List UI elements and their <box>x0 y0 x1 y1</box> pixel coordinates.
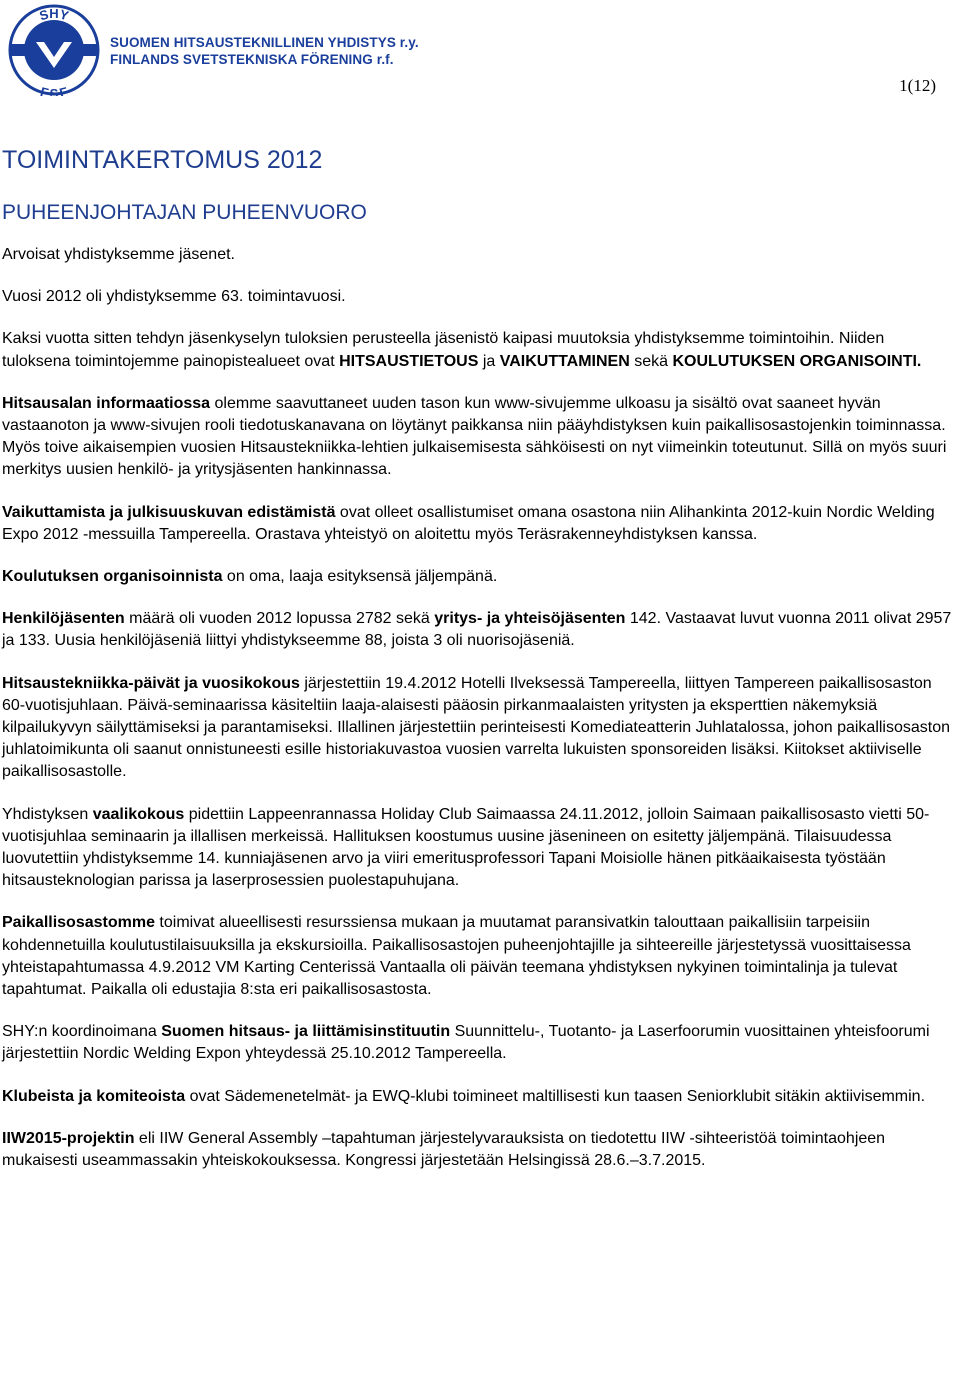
body-text: on oma, laaja esityksensä jäljempänä. <box>222 568 498 586</box>
body-text: eli IIW General Assembly –tapahtuman järjestelyvarauksista on tiedotettu IIW -sihteeristöä toimintaohjeen mukaisesti useammassakin yhteiskokouksessa. Kongressi järjestetään Helsingissä 28.6.–3.7.2015. <box>2 1129 886 1170</box>
body-text: Yhdistyksen <box>2 805 93 823</box>
bold-text: VAIKUTTAMINEN <box>499 352 630 370</box>
logo-top-text: SHY <box>37 6 71 24</box>
paragraph-survey <box>0 328 952 372</box>
org-name-finnish: SUOMEN HITSAUSTEKNILLINEN YHDISTYS r.y. <box>110 35 419 50</box>
page-number: 1(12) <box>899 76 936 95</box>
paragraph-members <box>0 608 952 652</box>
bold-text: vaalikokous <box>92 805 185 823</box>
organization-names <box>110 34 419 68</box>
body-text: Suunnittelu-, Tuotanto- ja Laserfoorumin vuosittainen yhteisfoorumi järjestettiin Nordic Welding Expon yhteydessä 25.10.2012 Tampereella. <box>2 1023 930 1063</box>
paragraph-information <box>0 393 952 482</box>
document-title: TOIMINTAKERTOMUS 2012 <box>2 146 323 174</box>
paragraph-list <box>0 244 952 1172</box>
bold-text: HITSAUSTIETOUS <box>339 352 479 370</box>
paragraph-local <box>0 912 952 1001</box>
body-text: 142. Vastaavat luvut vuonna 2011 olivat 2957 ja 133. Uusia henkilöjäseniä liittyi yhdistykseemme 88, joista 3 oli nuorisojäseniä. <box>2 610 952 650</box>
paragraph-days <box>0 673 952 784</box>
paragraph-greeting <box>0 244 952 266</box>
section-title: PUHEENJOHTAJAN PUHEENVUORO <box>2 201 367 224</box>
paragraph-election <box>0 804 952 893</box>
bold-text: Henkilöjäsenten <box>2 610 125 628</box>
paragraph-clubs <box>0 1086 952 1108</box>
svg-text:SHY <box>38 6 71 23</box>
bold-text: KOULUTUKSEN ORGANISOINTI. <box>672 352 922 370</box>
body-text: ja <box>478 352 500 370</box>
bold-text: Vaikuttamista ja julkisuuskuvan edistämistä <box>2 503 336 521</box>
bold-text: Paikallisosastomme <box>2 914 155 932</box>
paragraph-influence <box>0 502 952 546</box>
shy-logo-emblem <box>8 4 100 96</box>
body-text: määrä oli vuoden 2012 lopussa 2782 sekä <box>124 610 435 628</box>
body-text: pidettiin Lappeenrannassa Holiday Club Saimaassa 24.11.2012, jolloin Saimaan paikallisosasto vietti 50-vuotisjuhlaa seminaarin ja illallisen merkeissä. Hallituksen koostumus uusine jäsenineen on esitetty jäljempänä. Tilaisuudessa luovutettiin yhdistyksemme 14. kunniajäsenen arvo ja viiri emeritusprofessori Tapani Moisiolle hänen pitkäaikaisesta työstään hitsausteknologian parissa ja laserprosessien puolestapuhujana. <box>2 805 930 890</box>
org-name-swedish: FINLANDS SVETSTEKNISKA FÖRENING r.f. <box>110 52 394 67</box>
paragraph-year <box>0 286 952 308</box>
body-text: Vuosi 2012 oli yhdistyksemme 63. toimintavuosi. <box>2 288 346 306</box>
body-text: Arvoisat yhdistyksemme jäsenet. <box>2 246 235 263</box>
body-text: olemme saavuttaneet uuden tason kun www-sivujemme ulkoasu ja sisältö ovat saaneet hyvän vastaanoton ja www-sivujen rooli tiedotuskanavana on löytänyt paikkansa niin pääyhdistyksen kuin paikallisosastojenkin toiminnassa. Myös toive aikaisempien vuosien Hitsaustekniikka-lehtien julkaisemisesta sähköisesti on nyt viimeinkin toteutunut. Sillä on myös suuri merkitys uusien henkilö- ja yritysjäsenten hankinnassa. <box>2 394 947 479</box>
bold-text: Hitsausalan informaatiossa <box>2 394 211 412</box>
logo-bottom-text: FSF <box>38 84 70 96</box>
paragraph-coordination <box>0 1021 952 1065</box>
body-text: toimivat alueellisesti resurssiensa mukaan ja muutamat paransivatkin talouttaan paikallisiin tarpeisiin kohdennetuilla koulutustilaisuuksilla ja ekskursioilla. Paikallisosastojen puheenjohtajille ja sihteereille järjestetyssä vuosittaisessa yhteistapahtumassa 4.9.2012 VM Karting Centerissä Vantaalla oli päivän teemana yhdistyksen nykyinen toimintalinja ja tulevat tapahtumat. Paikalla oli edustajia 8:sta eri paikallisosastosta. <box>2 914 911 999</box>
bold-text: IIW2015-projektin <box>2 1129 135 1147</box>
body-text: sekä <box>629 352 673 370</box>
body-text: järjestettiin 19.4.2012 Hotelli Ilveksessä Tampereella, liittyen Tampereen paikallisosaston 60-vuotisjuhlaan. Päivä-seminaarissa käsiteltiin laaja-alaisesti pääosin pirkanmaalaisten yritysten ja eksperttien näkemyksiä kilpailukyvyn säilyttämiseksi ja parantamiseksi. Illallinen järjestettiin perinteisesti Komediateatterin Juhlatalossa, johon paikallisosaston juhlatoimikunta oli saanut onnistuneesti esille historiakuvastoa vuosien varrelta lukuisten sponsoreiden lisäksi. Kiitokset aktiiviselle paikallisosastolle. <box>2 674 951 781</box>
bold-text: Hitsaustekniikka-päivät ja vuosikokous <box>2 674 300 692</box>
body-text: SHY:n koordinoimana <box>2 1023 162 1041</box>
bold-text: Suomen hitsaus- ja liittämisinstituutin <box>161 1023 451 1041</box>
document-body <box>0 140 952 1172</box>
paragraph-training <box>0 566 952 588</box>
body-text: Kaksi vuotta sitten tehdyn jäsenkyselyn tuloksien perusteella jäsenistö kaipasi muutoksia yhdistyksemme toimintoihin. Niiden tuloksena toimintojemme painopistealueet ovat <box>2 330 885 370</box>
shy-logo <box>8 4 100 96</box>
bold-text: Koulutuksen organisoinnista <box>2 568 223 586</box>
bold-text: yritys- ja yhteisöjäsenten <box>434 610 626 628</box>
svg-text:FSF <box>39 84 69 96</box>
paragraph-iiw <box>0 1128 952 1172</box>
bold-text: Klubeista ja komiteoista <box>2 1087 186 1105</box>
body-text: ovat olleet osallistumiset omana osastona niin Alihankinta 2012-kuin Nordic Welding Expo 2012 -messuilla Tampereella. Orastava yhteistyö on aloitettu myös Teräsrakenneyhdistyksen kanssa. <box>2 503 935 543</box>
body-text: ovat Sädemenetelmät- ja EWQ-klubi toimineet maltillisesti kun taasen Seniorklubit sitäkin aktiivisemmin. <box>185 1087 926 1105</box>
